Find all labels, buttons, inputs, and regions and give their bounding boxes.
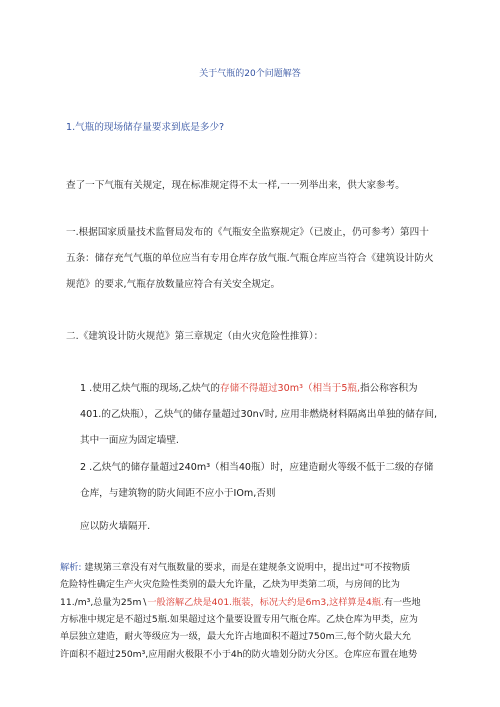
section-heading: 二.《建筑设计防火规范》第三章规定（由火灾危险性推算）： bbox=[66, 331, 324, 342]
analysis-line: 单层独立建造，耐火等级应为一级，最大允许占地面积不超过750m三,每个防火最大允 bbox=[60, 631, 411, 642]
list-item-2-line: 应以防火墙隔开. bbox=[80, 521, 151, 532]
text-span: 有一些地 bbox=[383, 597, 421, 608]
paragraph-line: 规范》的要求,气瓶存放数量应符合有关安全规定。 bbox=[66, 279, 281, 290]
text-span: 11./m³,总量为25m∖ bbox=[60, 597, 148, 608]
list-item-1-line: 其中一面应为固定墙壁. bbox=[80, 435, 179, 446]
list-item-1-line: 401.的乙炔瓶），乙炔气的储存量超过30n√时, 应用非燃烧材料隔离出单独的储存间, bbox=[80, 409, 438, 420]
intro-paragraph: 查了一下气瓶有关规定，现在标准规定得不太一样,一一列举出来，供大家参考。 bbox=[66, 180, 405, 191]
question-heading: 1.气瓶的现场储存量要求到底是多少? bbox=[66, 122, 225, 133]
text-span: 1 .使用乙炔气瓶的现场,乙炔气的 bbox=[80, 383, 220, 394]
analysis-line bbox=[60, 559, 410, 573]
highlight-text: 存储不得超过30m³（相当于5瓶, bbox=[219, 383, 361, 394]
paragraph-line: 五条：储存充气气瓶的单位应当有专用仓库存放气瓶.气瓶仓库应当符合《建筑设计防火 bbox=[66, 253, 434, 264]
analysis-line bbox=[60, 594, 421, 608]
list-item-2-line: 仓库，与建筑物的防火间距不应小于IOm,否则 bbox=[80, 488, 276, 499]
text-span: 指公称容积为 bbox=[360, 383, 418, 394]
highlight-text: 一般溶解乙炔是401.瓶装，标况大约是6m3,这样算是4瓶. bbox=[147, 597, 384, 608]
analysis-label: 解析: bbox=[60, 562, 82, 573]
analysis-line: 方标准中规定是不超过5瓶.如果超过这个量要设置专用气瓶仓库。乙炔仓库为甲类，应为 bbox=[60, 614, 418, 625]
page-title: 关于气瓶的20个问题解答 bbox=[199, 69, 301, 79]
text-span: 建规第三章没有对气瓶数量的要求，而是在建规条文说明中，提出过"可不按物质 bbox=[81, 562, 411, 573]
analysis-line: 危险特性确定生产火灾危险性类别的最大允许量，乙炔为甲类第二项，与房间的比为 bbox=[60, 579, 400, 590]
list-item-1-line bbox=[80, 380, 418, 394]
list-item-2-line: 2 .乙炔气的储存量超过240m³（相当40瓶）时，应建造耐火等级不低于二级的存储 bbox=[80, 462, 434, 473]
paragraph-line: 一.根据国家质量技术监督局发布的《气瓶安全监察规定》（已废止，仍可参考）第四十 bbox=[66, 227, 429, 238]
analysis-line: 许面积不超过250m³,应用耐火极限不小于4h的防火墙划分防火分区。仓库应布置在地势 bbox=[60, 649, 418, 660]
